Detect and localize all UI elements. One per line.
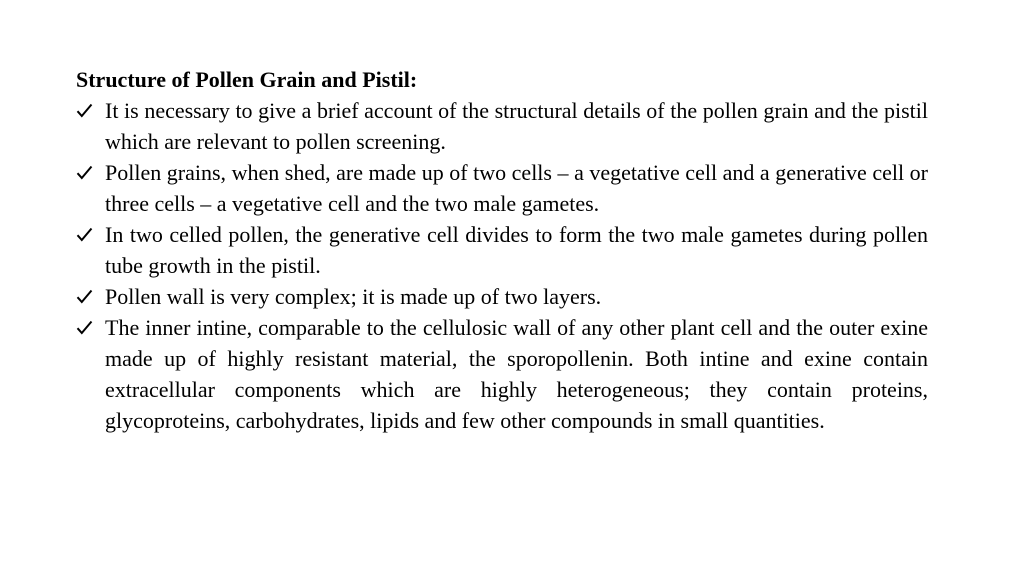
- check-icon: [76, 157, 96, 188]
- bullet-item: [76, 312, 928, 436]
- check-icon: [76, 219, 96, 250]
- slide-content: [76, 64, 928, 436]
- check-icon: [76, 95, 96, 126]
- slide-heading: Structure of Pollen Grain and Pistil:: [76, 67, 418, 92]
- bullet-text: The inner intine, comparable to the cellulosic wall of any other plant cell and the outer exine made up of highly resistant material, the sporopollenin. Both intine and exine contain extracellular components which are highly heterogeneous; they contain proteins, glycoproteins, carbohydrates, lipids and few other compounds in small quantities.: [105, 315, 928, 433]
- bullet-text: Pollen wall is very complex; it is made up of two layers.: [105, 284, 602, 309]
- bullet-text: It is necessary to give a brief account of the structural details of the pollen grain and the pistil which are relevant to pollen screening.: [105, 98, 928, 154]
- check-icon: [76, 312, 96, 343]
- bullet-list: [76, 95, 928, 436]
- bullet-text: In two celled pollen, the generative cell divides to form the two male gametes during pollen tube growth in the pistil.: [105, 222, 928, 278]
- bullet-item: [76, 95, 928, 157]
- check-icon: [76, 281, 96, 312]
- bullet-item: [76, 157, 928, 219]
- bullet-text: Pollen grains, when shed, are made up of two cells – a vegetative cell and a generative cell or three cells – a vegetative cell and the two male gametes.: [105, 160, 928, 216]
- bullet-item: [76, 219, 928, 281]
- bullet-item: [76, 281, 928, 312]
